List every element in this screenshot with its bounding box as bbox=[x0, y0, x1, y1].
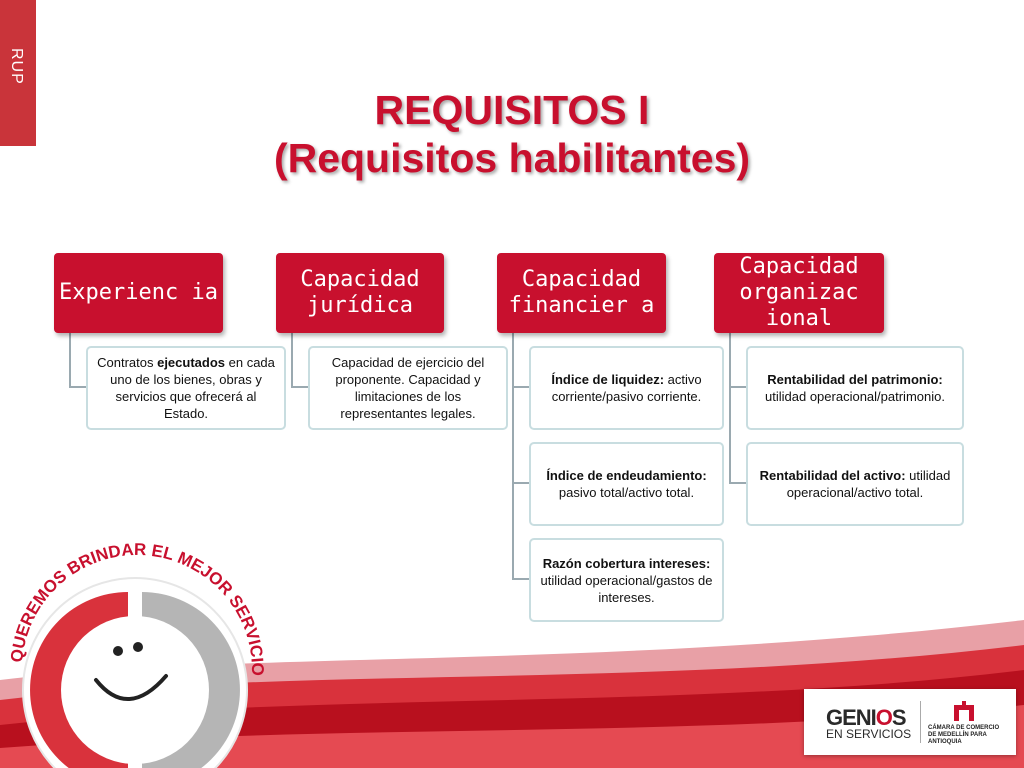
connector-line bbox=[512, 482, 530, 484]
genios-logo-box bbox=[804, 689, 1016, 755]
child-box-razon-cobertura bbox=[529, 538, 724, 622]
logo-divider bbox=[920, 701, 921, 743]
smiley-badge-logo bbox=[0, 520, 270, 768]
connector-line bbox=[291, 332, 293, 387]
badge-text: QUEREMOS BRINDAR EL MEJOR SERVICIO bbox=[7, 539, 268, 676]
child-text-capacidad-ejercicio: Capacidad de ejercicio del proponente. Capacidad y limitaciones de los representantes legales. bbox=[331, 355, 485, 421]
camara-comercio-icon bbox=[952, 701, 976, 723]
child-box-capacidad-ejercicio bbox=[308, 346, 508, 430]
header-capacidad-financiera: Capacidad financier a bbox=[497, 253, 666, 333]
connector-line bbox=[512, 578, 530, 580]
camara-comercio-text: CÁMARA DE COMERCIO DE MEDELLÍN PARA ANTIOQUIA bbox=[928, 725, 1000, 745]
header-capacidad-organizacional: Capacidad organizac ional bbox=[714, 253, 884, 333]
connector-line bbox=[512, 386, 530, 388]
child-text-indice-liquidez: Índice de liquidez: activo corriente/pasivo corriente. bbox=[551, 372, 702, 404]
header-experiencia: Experienc ia bbox=[54, 253, 223, 333]
page-title bbox=[0, 86, 1024, 182]
child-box-rentabilidad-activo bbox=[746, 442, 964, 526]
connector-line bbox=[729, 386, 747, 388]
connector-line bbox=[69, 386, 87, 388]
child-box-contratos bbox=[86, 346, 286, 430]
child-text-rentabilidad-activo: Rentabilidad del activo: utilidad operacional/activo total. bbox=[759, 468, 951, 500]
title-line-1: REQUISITOS I bbox=[374, 87, 650, 133]
connector-line bbox=[512, 332, 514, 580]
header-capacidad-juridica: Capacidad jurídica bbox=[276, 253, 444, 333]
connector-line bbox=[69, 332, 71, 387]
connector-line bbox=[729, 482, 747, 484]
en-servicios-text: EN SERVICIOS bbox=[826, 727, 912, 741]
child-box-indice-liquidez bbox=[529, 346, 724, 430]
child-text-razon-cobertura: Razón cobertura intereses: utilidad operacional/gastos de intereses. bbox=[540, 555, 713, 605]
child-text-indice-endeudamiento: Índice de endeudamiento: pasivo total/activo total. bbox=[546, 468, 707, 500]
smiley-eye-right-icon bbox=[133, 642, 143, 652]
child-text-rentabilidad-patrimonio: Rentabilidad del patrimonio: utilidad operacional/patrimonio. bbox=[765, 372, 945, 404]
child-box-indice-endeudamiento bbox=[529, 442, 724, 526]
connector-line bbox=[291, 386, 309, 388]
side-tab-label: RUP bbox=[8, 48, 25, 85]
child-box-rentabilidad-patrimonio bbox=[746, 346, 964, 430]
genios-wordmark: GENIOS bbox=[826, 705, 906, 730]
smiley-eye-left-icon bbox=[113, 646, 123, 656]
child-text-contratos: Contratos ejecutados en cada uno de los bienes, obras y servicios que ofrecerá al Estado. bbox=[97, 355, 275, 421]
title-line-2: (Requisitos habilitantes) bbox=[273, 135, 751, 181]
connector-line bbox=[729, 332, 731, 484]
